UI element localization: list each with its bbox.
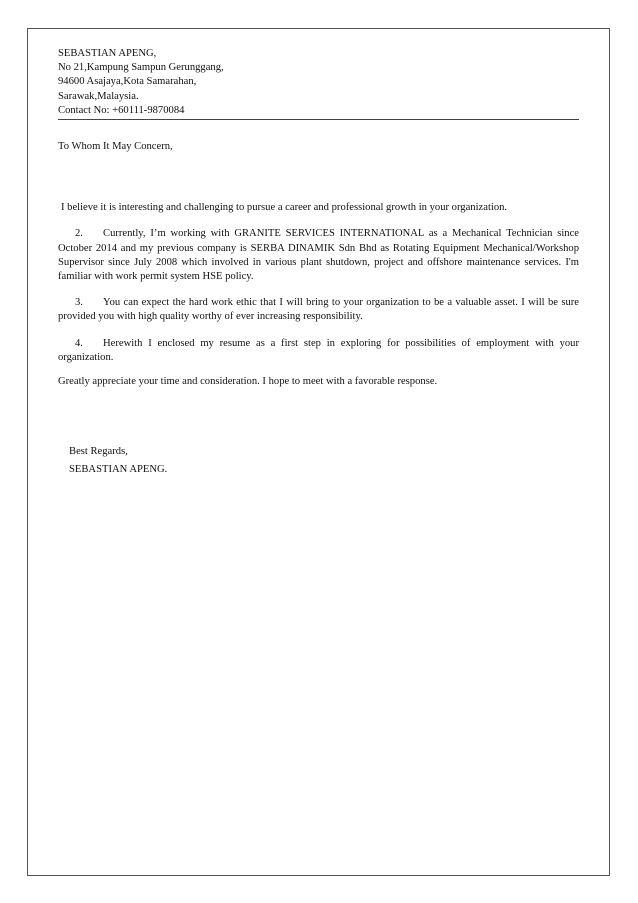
salutation: To Whom It May Concern, bbox=[58, 141, 173, 153]
letter-body bbox=[58, 47, 579, 478]
sender-name: SEBASTIAN APENG, bbox=[58, 48, 157, 59]
sender-contact: Contact No: +60111-9870084 bbox=[58, 104, 185, 116]
closing-paragraph: Greatly appreciate your time and consideration. I hope to meet with a favorable response. bbox=[58, 376, 438, 388]
paragraph-text: Herewith I enclosed my resume as a first step in exploring for possibilities of employment with your organization. bbox=[58, 337, 579, 363]
signer-name: SEBASTIAN APENG. bbox=[69, 464, 168, 476]
regards-line: Best Regards, bbox=[69, 446, 128, 458]
paragraph-4 bbox=[58, 337, 579, 365]
letter-header bbox=[58, 47, 579, 120]
paragraph-number: 2. bbox=[75, 228, 83, 240]
paragraph-number: 3. bbox=[75, 297, 83, 309]
paragraph-3 bbox=[58, 296, 579, 324]
paragraph-number: 4. bbox=[75, 337, 83, 349]
intro-paragraph: I believe it is interesting and challenging to pursue a career and professional growth in your organization. bbox=[61, 202, 508, 214]
paragraph-2 bbox=[58, 227, 579, 284]
paragraph-text: Currently, I’m working with GRANITE SERVICES INTERNATIONAL as a Mechanical Technician since October 2014 and my previous company is SERBA DINAMIK Sdn Bhd as Rotating Equipment Mechanical/Workshop Supervisor since July 2008 which involved in various plant shutdown, project and offshore maintenance services. I'm familiar with work permit system HSE policy. bbox=[58, 228, 579, 283]
sender-address-line3: Sarawak,Malaysia. bbox=[58, 90, 139, 102]
document-page bbox=[27, 28, 610, 876]
paragraph-text: You can expect the hard work ethic that I will bring to your organization to be a valuable asset. I will be sure provided you with high quality worthy of ever increasing responsibility. bbox=[58, 297, 579, 323]
sender-address-line2: 94600 Asajaya,Kota Samarahan, bbox=[58, 76, 197, 88]
sender-address-line1: No 21,Kampung Sampun Gerunggang, bbox=[58, 62, 224, 74]
